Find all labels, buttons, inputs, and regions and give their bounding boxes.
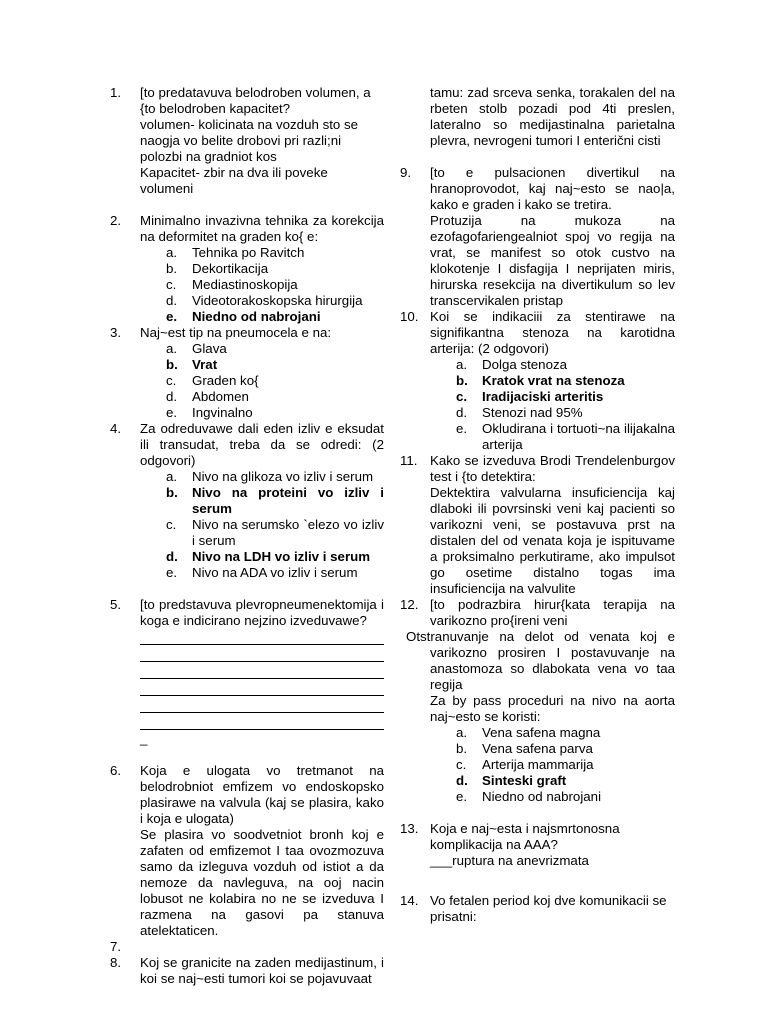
option-text: Nivo na serumsko `elezo vo izliv i serum [192,517,384,548]
question-text: [to predstavuva plevropneumenektomija i koga e indicirano nejzino izveduvawe? [140,597,384,628]
answer-line: volumen- kolicinata na vozduh sto se naogja vo belite drobovi pri razli;ni polozbi na gradniot kos [140,117,359,164]
option-item [140,389,384,405]
option-letter: c. [166,517,177,532]
question-number: 2. [110,213,122,228]
option-text: Glava [192,341,227,356]
question-4 [110,421,384,581]
option-text: Graden ko{ [192,373,259,388]
option-letter: e. [166,309,178,324]
answer-text: ___ruptura na anevrizmata [430,853,589,868]
blank-tail: _ [140,731,148,746]
option-letter: a. [456,357,468,372]
options-list [430,357,675,453]
question-text: Naj~est tip na pneumocela e na: [140,325,332,340]
option-text-correct: Iradijaciski arteritis [482,389,604,404]
question-13 [400,821,675,869]
option-item [140,309,384,325]
question-number: 12. [400,597,419,612]
options-list [430,725,675,805]
question-text: Minimalno invazivna tehnika za korekcija na deformitet na graden ko{ e: [140,213,384,244]
option-letter: d. [456,773,468,788]
option-item [140,357,384,373]
option-text-correct: Sinteski graft [482,773,567,788]
sub-question-text: Za by pass proceduri na nivo na aorta naj~esto se koristi: [430,693,675,724]
option-letter: b. [166,261,178,276]
options-list [140,245,384,325]
blank-lines [140,629,384,747]
option-text: Abdomen [192,389,249,404]
blank-line [140,663,384,679]
left-column [110,85,384,987]
question-text: [to podrazbira hirur{kata terapija na varikozno pro{ireni veni [430,597,675,628]
option-item [140,517,384,549]
question-14 [400,893,675,925]
question-number: 11. [400,453,418,468]
option-item [430,757,675,773]
option-letter: b. [166,357,178,372]
question-number: 9. [400,165,412,180]
options-list [140,341,384,421]
option-item [140,549,384,565]
option-letter: c. [456,389,468,404]
question-6 [110,763,384,939]
option-text: Tehnika po Ravitch [192,245,305,260]
option-letter: a. [166,469,178,484]
right-column [400,85,675,925]
option-item [140,293,384,309]
option-item [430,357,675,373]
option-letter: a. [456,725,468,740]
question-number: 4. [110,421,122,436]
option-item [140,277,384,293]
option-text: Ingvinalno [192,405,253,420]
option-text-correct: Vrat [192,357,218,372]
blank-line [140,714,384,730]
question-12 [400,597,675,805]
question-5 [110,597,384,747]
question-number: 3. [110,325,122,340]
option-item [140,565,384,581]
question-number: 13. [400,821,419,836]
option-text: Stenozi nad 95% [482,405,583,420]
option-item [140,373,384,389]
option-letter: c. [166,277,177,292]
option-item [430,389,675,405]
option-item [430,405,675,421]
answer-line: Kapacitet- zbir na dva ili poveke volumeni [140,165,328,196]
option-text: Arterija mammarija [482,757,594,772]
option-text-correct: Niedno od nabrojani [192,309,321,324]
option-item [140,469,384,485]
option-item [430,421,675,453]
blank-line [140,680,384,696]
option-text: Nivo na glikoza vo izliv i serum [192,469,374,484]
option-letter: a. [166,341,178,356]
question-text: [to e pulsacionen divertikul na hranoprovodot, kaj naj~esto se nao|a, kako e graden i kako se tretira. [430,165,675,212]
question-text-continued: tamu: zad srceva senka, torakalen del na rbeten stolb pozadi pod 4ti preslen, lateralno so medijastinalna parietalna plevra, nevrogeni tumori I enterični cisti [430,85,675,148]
question-8-continued [400,85,675,149]
question-text: [to predatavuva belodroben volumen, a {to belodroben kapacitet? [140,85,371,116]
option-letter: d. [456,405,468,420]
option-text: Okludirana i tortuoti~na ilijakalna arterija [482,421,675,452]
option-text: Mediastinoskopija [192,277,298,292]
question-text: Kako se izveduva Brodi Trendelenburgov test i {to detektira: [430,453,675,484]
option-letter: e. [456,421,468,436]
question-number: 7. [110,939,122,954]
question-7 [110,939,384,955]
question-9 [400,165,675,309]
option-text: Dolga stenoza [482,357,568,372]
question-10 [400,309,675,453]
option-item [140,405,384,421]
option-letter: d. [166,389,178,404]
option-text-correct: Nivo na proteini vo izliv i serum [192,485,384,516]
question-number: 14. [400,893,419,908]
question-text: Koi se indikaciii za stentirawe na signifikantna stenoza na karotidna arterija: (2 odgovori) [430,309,675,356]
option-item [430,773,675,789]
option-item [140,245,384,261]
question-text: Koja e naj~esta i najsmrtonosna komplikacija na AAA? [430,821,620,852]
option-letter: e. [166,565,178,580]
option-letter: e. [166,405,178,420]
blank-line [140,629,384,645]
answer-text: Protuzija na mukoza na ezofagofariengealniot spoj vo regija na vrat, se manifest so otok custvo na klokotenje I disfagija I neprijaten miris, hirurska resekcija na divertikulum so lev transcervikalen pristap [430,213,675,308]
option-letter: c. [456,757,467,772]
option-item [430,741,675,757]
option-letter: d. [166,293,178,308]
option-text-correct: Nivo na LDH vo izliv i serum [192,549,371,564]
options-list [140,469,384,581]
option-text: Dekortikacija [192,261,269,276]
option-text: Videotorakoskopska hirurgija [192,293,363,308]
question-text: Za odreduvawe dali eden izliv e eksudat ili transudat, treba da se odredi: (2 odgovori) [140,421,384,468]
question-1 [110,85,384,197]
option-item [430,789,675,805]
option-text-correct: Kratok vrat na stenoza [482,373,625,388]
question-3 [110,325,384,421]
option-letter: b. [166,485,178,500]
answer-text: Se plasira vo soodvetniot bronh koj e zafaten od emfizemot I taa ovozmozuva samo da izleguva vozduh od istiot a da nemoze da navleguva, na ooj nacin lobusot ne kolabira no ne se izveduva I razmena na gasovi pa stanuva atelektaticen. [140,827,384,938]
question-11 [400,453,675,597]
question-number: 8. [110,955,122,970]
option-item [430,373,675,389]
option-letter: a. [166,245,178,260]
option-letter: b. [456,741,468,756]
option-letter: c. [166,373,177,388]
question-text: Vo fetalen period koj dve komunikacii se prisatni: [430,893,667,924]
question-number: 10. [400,309,419,324]
option-text: Vena safena parva [482,741,593,756]
option-letter: b. [456,373,468,388]
option-item [430,725,675,741]
question-number: 1. [110,85,122,100]
question-2 [110,213,384,325]
option-item [140,341,384,357]
answer-text: Otstranuvanje na delot od venata koj e varikozno prosiren I postavuvanje na anastomoza so dlabokata vena vo taa regija [406,629,675,692]
option-letter: d. [166,549,178,564]
question-text: Koja e ulogata vo tretmanot na belodrobniot emfizem vo endoskopsko plasirawe na valvula (kaj se plasira, kako i koja e ulogata) [140,763,384,826]
answer-text: Dektektira valvularna insuficiencija kaj dlaboki ili povrsinski veni kaj pacienti so varikozni veni, se postavuva prst na distalen del od venata koja je ispituvame a proksimalno perkutirame, ako impulsot go osetime distalno togas ima insuficiencija na valvulite [430,485,675,596]
option-text: Vena safena magna [482,725,601,740]
option-letter: e. [456,789,468,804]
question-text: Koj se granicite na zaden medijastinum, i koi se naj~esti tumori koi se pojavuvaat [140,955,384,986]
blank-line [140,697,384,713]
option-item [140,261,384,277]
question-number: 5. [110,597,122,612]
option-item [140,485,384,517]
question-8 [110,955,384,987]
question-number: 6. [110,763,122,778]
option-text: Niedno od nabrojani [482,789,602,804]
option-text: Nivo na ADA vo izliv i serum [192,565,358,580]
blank-line [140,646,384,662]
